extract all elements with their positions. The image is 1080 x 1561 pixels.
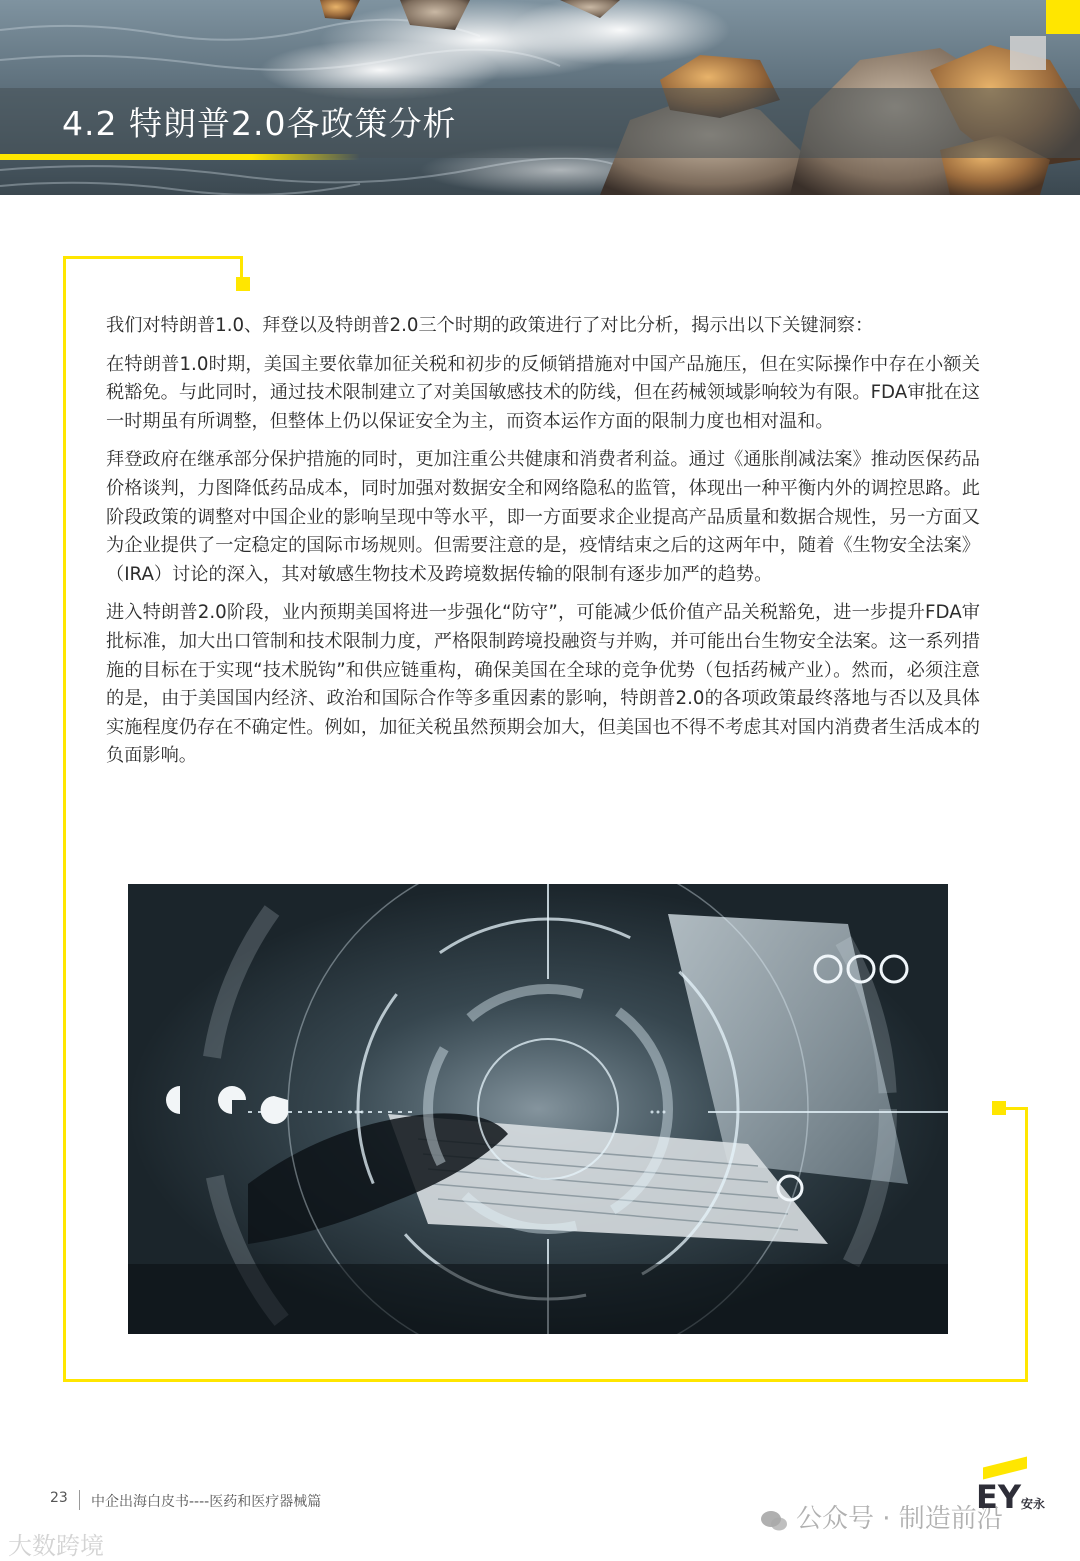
frame-marker-right bbox=[992, 1101, 1006, 1115]
frame-right-line bbox=[1025, 1108, 1028, 1382]
frame-marker-top bbox=[236, 277, 250, 291]
paragraph-trump1: 在特朗普1.0时期，美国主要依靠加征关税和初步的反倾销措施对中国产品施压，但在实际操作中存在小额关税豁免。与此同时，通过技术限制建立了对美国敏感技术的防线，但在药械领域影响较为有限。FDA审批在这一时期虽有所调整，但整体上仍以保证安全为主，而资本运作方面的限制力度也相对温和。 bbox=[106, 353, 980, 432]
wechat-watermark-text: 公众号 · 制造前沿 bbox=[796, 1504, 1003, 1534]
photo-illustration bbox=[128, 884, 948, 1334]
frame-left-line bbox=[63, 256, 66, 1382]
ey-logo bbox=[976, 1478, 1045, 1516]
corner-grey-square bbox=[1010, 36, 1046, 70]
frame-top-line bbox=[63, 256, 243, 259]
paragraph-intro: 我们对特朗普1.0、拜登以及特朗普2.0三个时期的政策进行了对比分析，揭示出以下关键洞察： bbox=[106, 315, 874, 336]
page-number: 23 bbox=[50, 1490, 68, 1506]
frame-bottom-line bbox=[63, 1379, 1028, 1382]
header-banner bbox=[0, 0, 1080, 195]
ey-logo-text: EY bbox=[976, 1478, 1022, 1516]
page-title: 4.2 特朗普2.0各政策分析 bbox=[62, 104, 457, 143]
frame-top-left-stub bbox=[240, 256, 243, 278]
document-title: 中企出海白皮书----医药和医疗器械篇 bbox=[91, 1494, 322, 1510]
ey-logo-bar bbox=[983, 1457, 1027, 1480]
laptop-hud-photo bbox=[128, 884, 948, 1334]
site-watermark: 大数跨境 bbox=[8, 1532, 104, 1560]
body-text bbox=[106, 312, 980, 781]
ey-logo-zh: 安永 bbox=[1021, 1497, 1046, 1511]
footer-separator bbox=[79, 1490, 80, 1510]
wechat-watermark bbox=[760, 1498, 1003, 1535]
paragraph-biden: 拜登政府在继承部分保护措施的同时，更加注重公共健康和消费者利益。通过《通胀削减法案》推动医保药品价格谈判，力图降低药品成本，同时加强对数据安全和网络隐私的监管，体现出一种平衡内外的调控思路。此阶段政策的调整对中国企业的影响呈现中等水平，即一方面要求企业提高产品质量和数据合规性，另一方面又为企业提供了一定稳定的国际市场规则。但需要注意的是，疫情结束之后的这两年中，随着《生物安全法案》（IRA）讨论的深入，其对敏感生物技术及跨境数据传输的限制有逐步加严的趋势。 bbox=[106, 449, 980, 585]
paragraph-trump2: 进入特朗普2.0阶段，业内预期美国将进一步强化“防守”，可能减少低价值产品关税豁免，进一步提升FDA审批标准，加大出口管制和技术限制力度，严格限制跨境投融资与并购，并可能出台生物安全法案。这一系列措施的目标在于实现“技术脱钩”和供应链重构，确保美国在全球的竞争优势（包括药械产业）。然而，必须注意的是，由于美国国内经济、政治和国际合作等多重因素的影响，特朗普2.0的各项政策最终落地与否以及具体实施程度仍存在不确定性。例如，加征关税虽然预期会加大，但美国也不得不考虑其对国内消费者生活成本的负面影响。 bbox=[106, 602, 980, 767]
wechat-icon bbox=[760, 1509, 788, 1531]
title-underline bbox=[0, 154, 360, 160]
corner-yellow-square bbox=[1046, 0, 1080, 34]
